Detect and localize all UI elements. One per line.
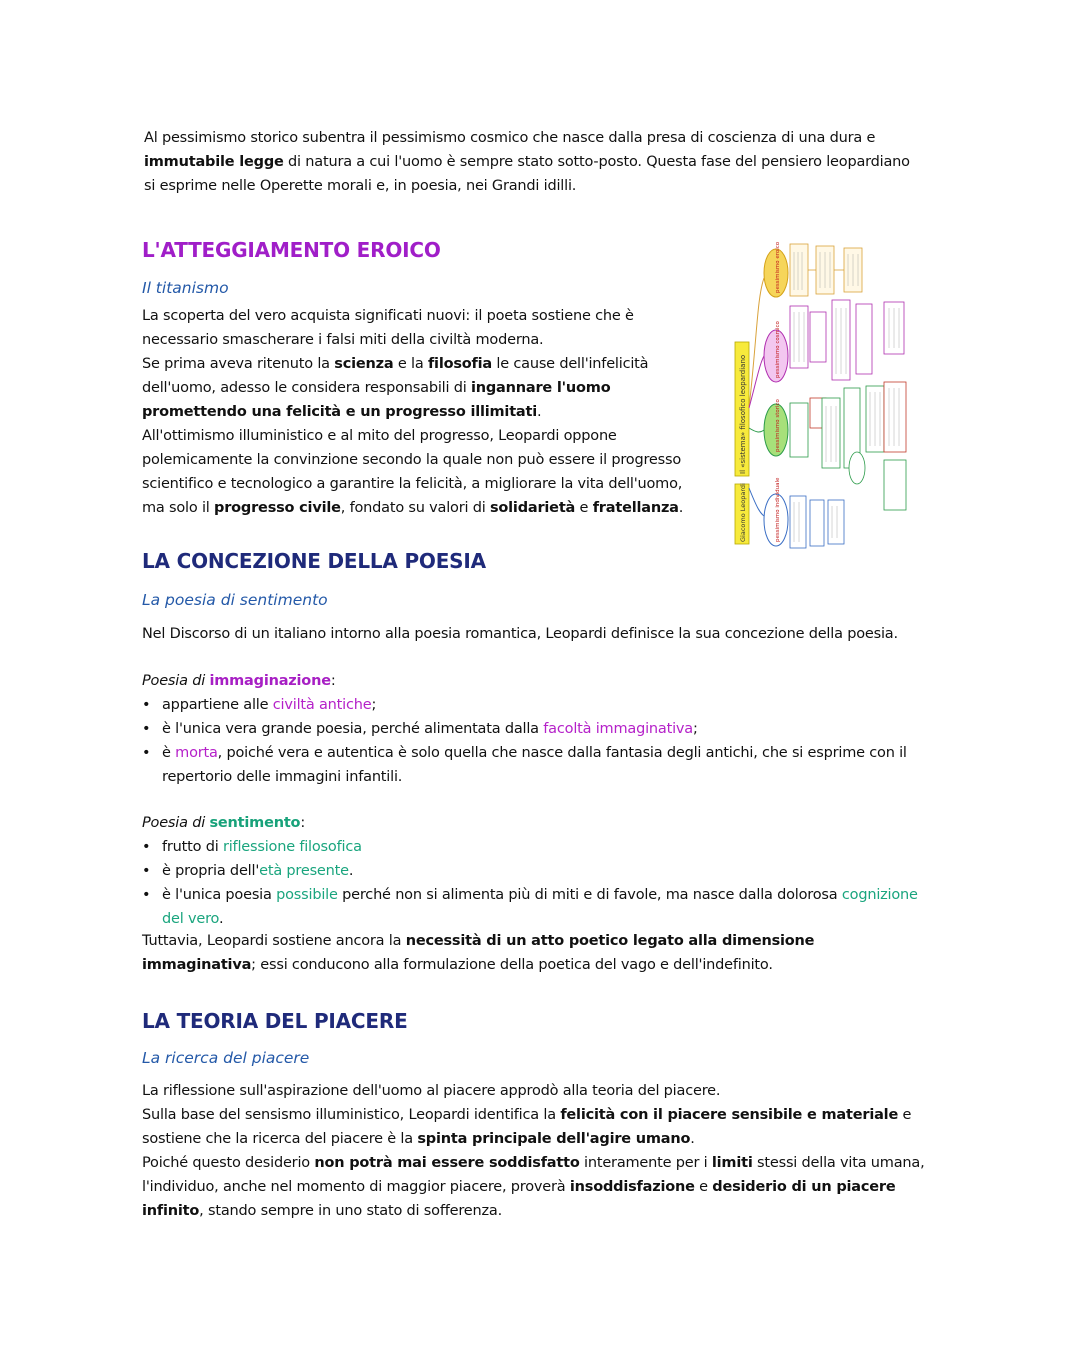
subheading-poesia-sentimento: La poesia di sentimento	[142, 591, 328, 609]
sentimento-list	[142, 835, 942, 931]
immaginazione-label: Poesia di immaginazione:	[142, 673, 336, 689]
immaginazione-word: immaginazione	[209, 673, 331, 689]
heading-piacere: LA TEORIA DEL PIACERE	[142, 1009, 408, 1033]
concept-map-image	[732, 238, 912, 550]
sentimento-label: Poesia di sentimento:	[142, 815, 306, 831]
list-item: • è propria dell'età presente.	[142, 859, 942, 883]
list-item: • è l'unica poesia possibile perché non si alimenta più di miti e di favole, ma nasce dalla dolorosa cognizione del vero.	[142, 883, 942, 931]
sentimento-word: sentimento	[209, 815, 301, 831]
diagram-node-2: pessimismo cosmico	[775, 321, 781, 378]
list-item: • è l'unica vera grande poesia, perché alimentata dalla facoltà immaginativa;	[142, 717, 942, 741]
intro-bold: immutabile legge	[144, 154, 284, 170]
poesia-intro: Nel Discorso di un italiano intorno alla poesia romantica, Leopardi definisce la sua concezione della poesia.	[142, 626, 898, 642]
intro-text-2: di natura a cui l'uomo è sempre stato sotto-posto. Questa fase del pensiero leopardiano si esprime nelle Operette morali e, in poesia, nei Grandi idilli.	[144, 154, 910, 194]
subheading-titanismo: Il titanismo	[142, 279, 229, 297]
immaginazione-list	[142, 693, 942, 789]
poesia-conclusion: Tuttavia, Leopardi sostiene ancora la necessità di un atto poetico legato alla dimensione immaginativa; essi conducono alla formulazione della poetica del vago e dell'indefinito.	[142, 933, 815, 973]
diagram-author: Giacomo Leopardi	[739, 483, 747, 542]
eroico-line-3: All'ottimismo illuministico e al mito del progresso, Leopardi oppone polemicamente la convinzione secondo la quale non può essere il progresso scientifico e tecnologico a garantire la felicità, a migliorare la vita dell'uomo, ma solo il progresso civile, fondato su valori di solidarietà e fratellanza.	[142, 428, 684, 516]
diagram-title: Il «sistema» filosofico leopardiano	[739, 354, 747, 474]
piacere-line-2: Sulla base del sensismo illuministico, Leopardi identifica la felicità con il piacere sensibile e materiale e sostiene che la ricerca del piacere è la spinta principale dell'agire umano.	[142, 1107, 912, 1147]
eroico-line-1: La scoperta del vero acquista significati nuovi: il poeta sostiene che è necessario smascherare i falsi miti della civiltà moderna.	[142, 308, 634, 348]
heading-poesia: LA CONCEZIONE DELLA POESIA	[142, 549, 486, 573]
intro-text: Al pessimismo storico subentra il pessimismo cosmico che nasce dalla presa di coscienza di una dura e	[144, 130, 876, 146]
diagram-node-3: pessimismo storico	[775, 399, 781, 452]
subheading-ricerca-piacere: La ricerca del piacere	[142, 1049, 310, 1067]
list-item: • frutto di riflessione filosofica	[142, 835, 942, 859]
piacere-line-3: Poiché questo desiderio non potrà mai essere soddisfatto interamente per i limiti stessi della vita umana, l'individuo, anche nel momento di maggior piacere, proverà insoddisfazione e desiderio di un piacere infinito, stando sempre in uno stato di sofferenza.	[142, 1155, 925, 1219]
list-item: • è morta, poiché vera e autentica è solo quella che nasce dalla fantasia degli antichi, che si esprime con il repertorio delle immagini infantili.	[142, 741, 942, 789]
eroico-paragraph	[142, 304, 702, 520]
list-item: • appartiene alle civiltà antiche;	[142, 693, 942, 717]
eroico-line-2: Se prima aveva ritenuto la scienza e la filosofia le cause dell'infelicità dell'uomo, adesso le considera responsabili di ingannare l'uomo promettendo una felicità e un progresso illimitati.	[142, 356, 649, 420]
piacere-line-1: La riflessione sull'aspirazione dell'uomo al piacere approdò alla teoria del piacere.	[142, 1083, 721, 1099]
diagram-node-1: pessimismo eroico	[775, 241, 781, 293]
piacere-paragraph	[142, 1079, 932, 1223]
diagram-node-4: pessimismo individuale	[775, 477, 781, 542]
intro-paragraph	[144, 126, 924, 198]
heading-eroico: L'ATTEGGIAMENTO EROICO	[142, 238, 441, 262]
